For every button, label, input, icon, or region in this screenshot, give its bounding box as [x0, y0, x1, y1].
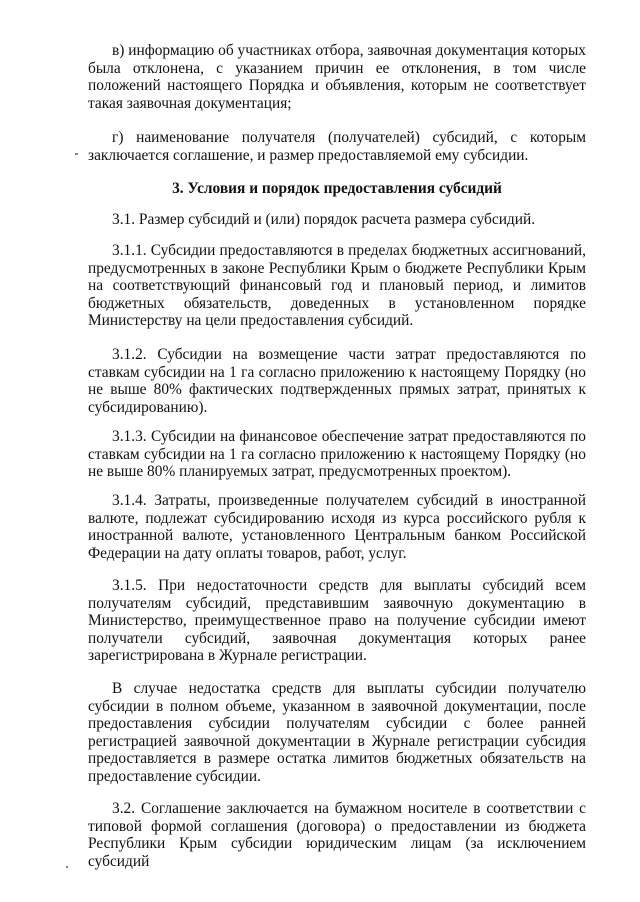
paragraph-participants-rejected: в) информацию об участниках отбора, заявочная документация которых была отклонена, с указанием причин ее отклонения, в том числе положений настоящего Порядка и объявления, которым не соответствует такая заявочная документация; — [88, 42, 586, 112]
paragraph-3-1-5: 3.1.5. При недостаточности средств для выплаты субсидий всем получателям субсидий, представившим заявочную документацию в Министерство, преимущественное право на получение субсидии имеют получатели субсидий, заявочная документация которых ранее зарегистрирована в Журнале регистрации. — [88, 577, 586, 665]
paragraph-3-1-4: 3.1.4. Затраты, произведенные получателем субсидий в иностранной валюте, подлежат субсидированию исходя из курса российского рубля к иностранной валюте, установленного Центральным банком Российской Федерации на дату оплаты товаров, работ, услуг. — [88, 492, 586, 562]
paragraph-insufficient-funds: В случае недостатка средств для выплаты субсидии получателю субсидии в полном объеме, указанном в заявочной документации, после предоставления субсидии получателям субсидии с более ранней регистрацией заявочной документации в Журнале регистрации субсидия предоставляется в размере остатка лимитов бюджетных обязательств на предоставление субсидии. — [88, 680, 586, 785]
paragraph-3-1-3: 3.1.3. Субсидии на финансовое обеспечение затрат предоставляются по ставкам субсидии на 1 га согласно приложению к настоящему Порядку (но не выше 80% планируемых затрат, предусмотренных проектом). — [88, 428, 586, 481]
paragraph-3-2: 3.2. Соглашение заключается на бумажном носителе в соответствии с типовой формой соглашения (договора) о предоставлении из бюджета Республики Крым субсидии юридическим лицам (за исключением субсидий — [88, 800, 586, 870]
section-heading: 3. Условия и порядок предоставления субсидий — [172, 180, 502, 197]
scan-speck — [75, 153, 78, 155]
paragraph-3-1-2: 3.1.2. Субсидии на возмещение части затрат предоставляются по ставкам субсидии на 1 га согласно приложению к настоящему Порядку (но не выше 80% фактических подтвержденных прямых затрат, принятых к субсидированию). — [88, 346, 586, 416]
paragraph-3-1-1: 3.1.1. Субсидии предоставляются в пределах бюджетных ассигнований, предусмотренных в законе Республики Крым о бюджете Республики Крым на соответствующий финансовый год и плановый период, и лимитов бюджетных обязательств, доведенных в установленном порядке Министерству на цели предоставления субсидий. — [88, 242, 586, 330]
paragraph-recipient-name: г) наименование получателя (получателей) субсидий, с которым заключается соглашение, и размер предоставляемой ему субсидии. — [88, 129, 586, 164]
paragraph-3-1: 3.1. Размер субсидий и (или) порядок расчета размера субсидий. — [112, 211, 536, 228]
scan-speck — [66, 866, 68, 868]
